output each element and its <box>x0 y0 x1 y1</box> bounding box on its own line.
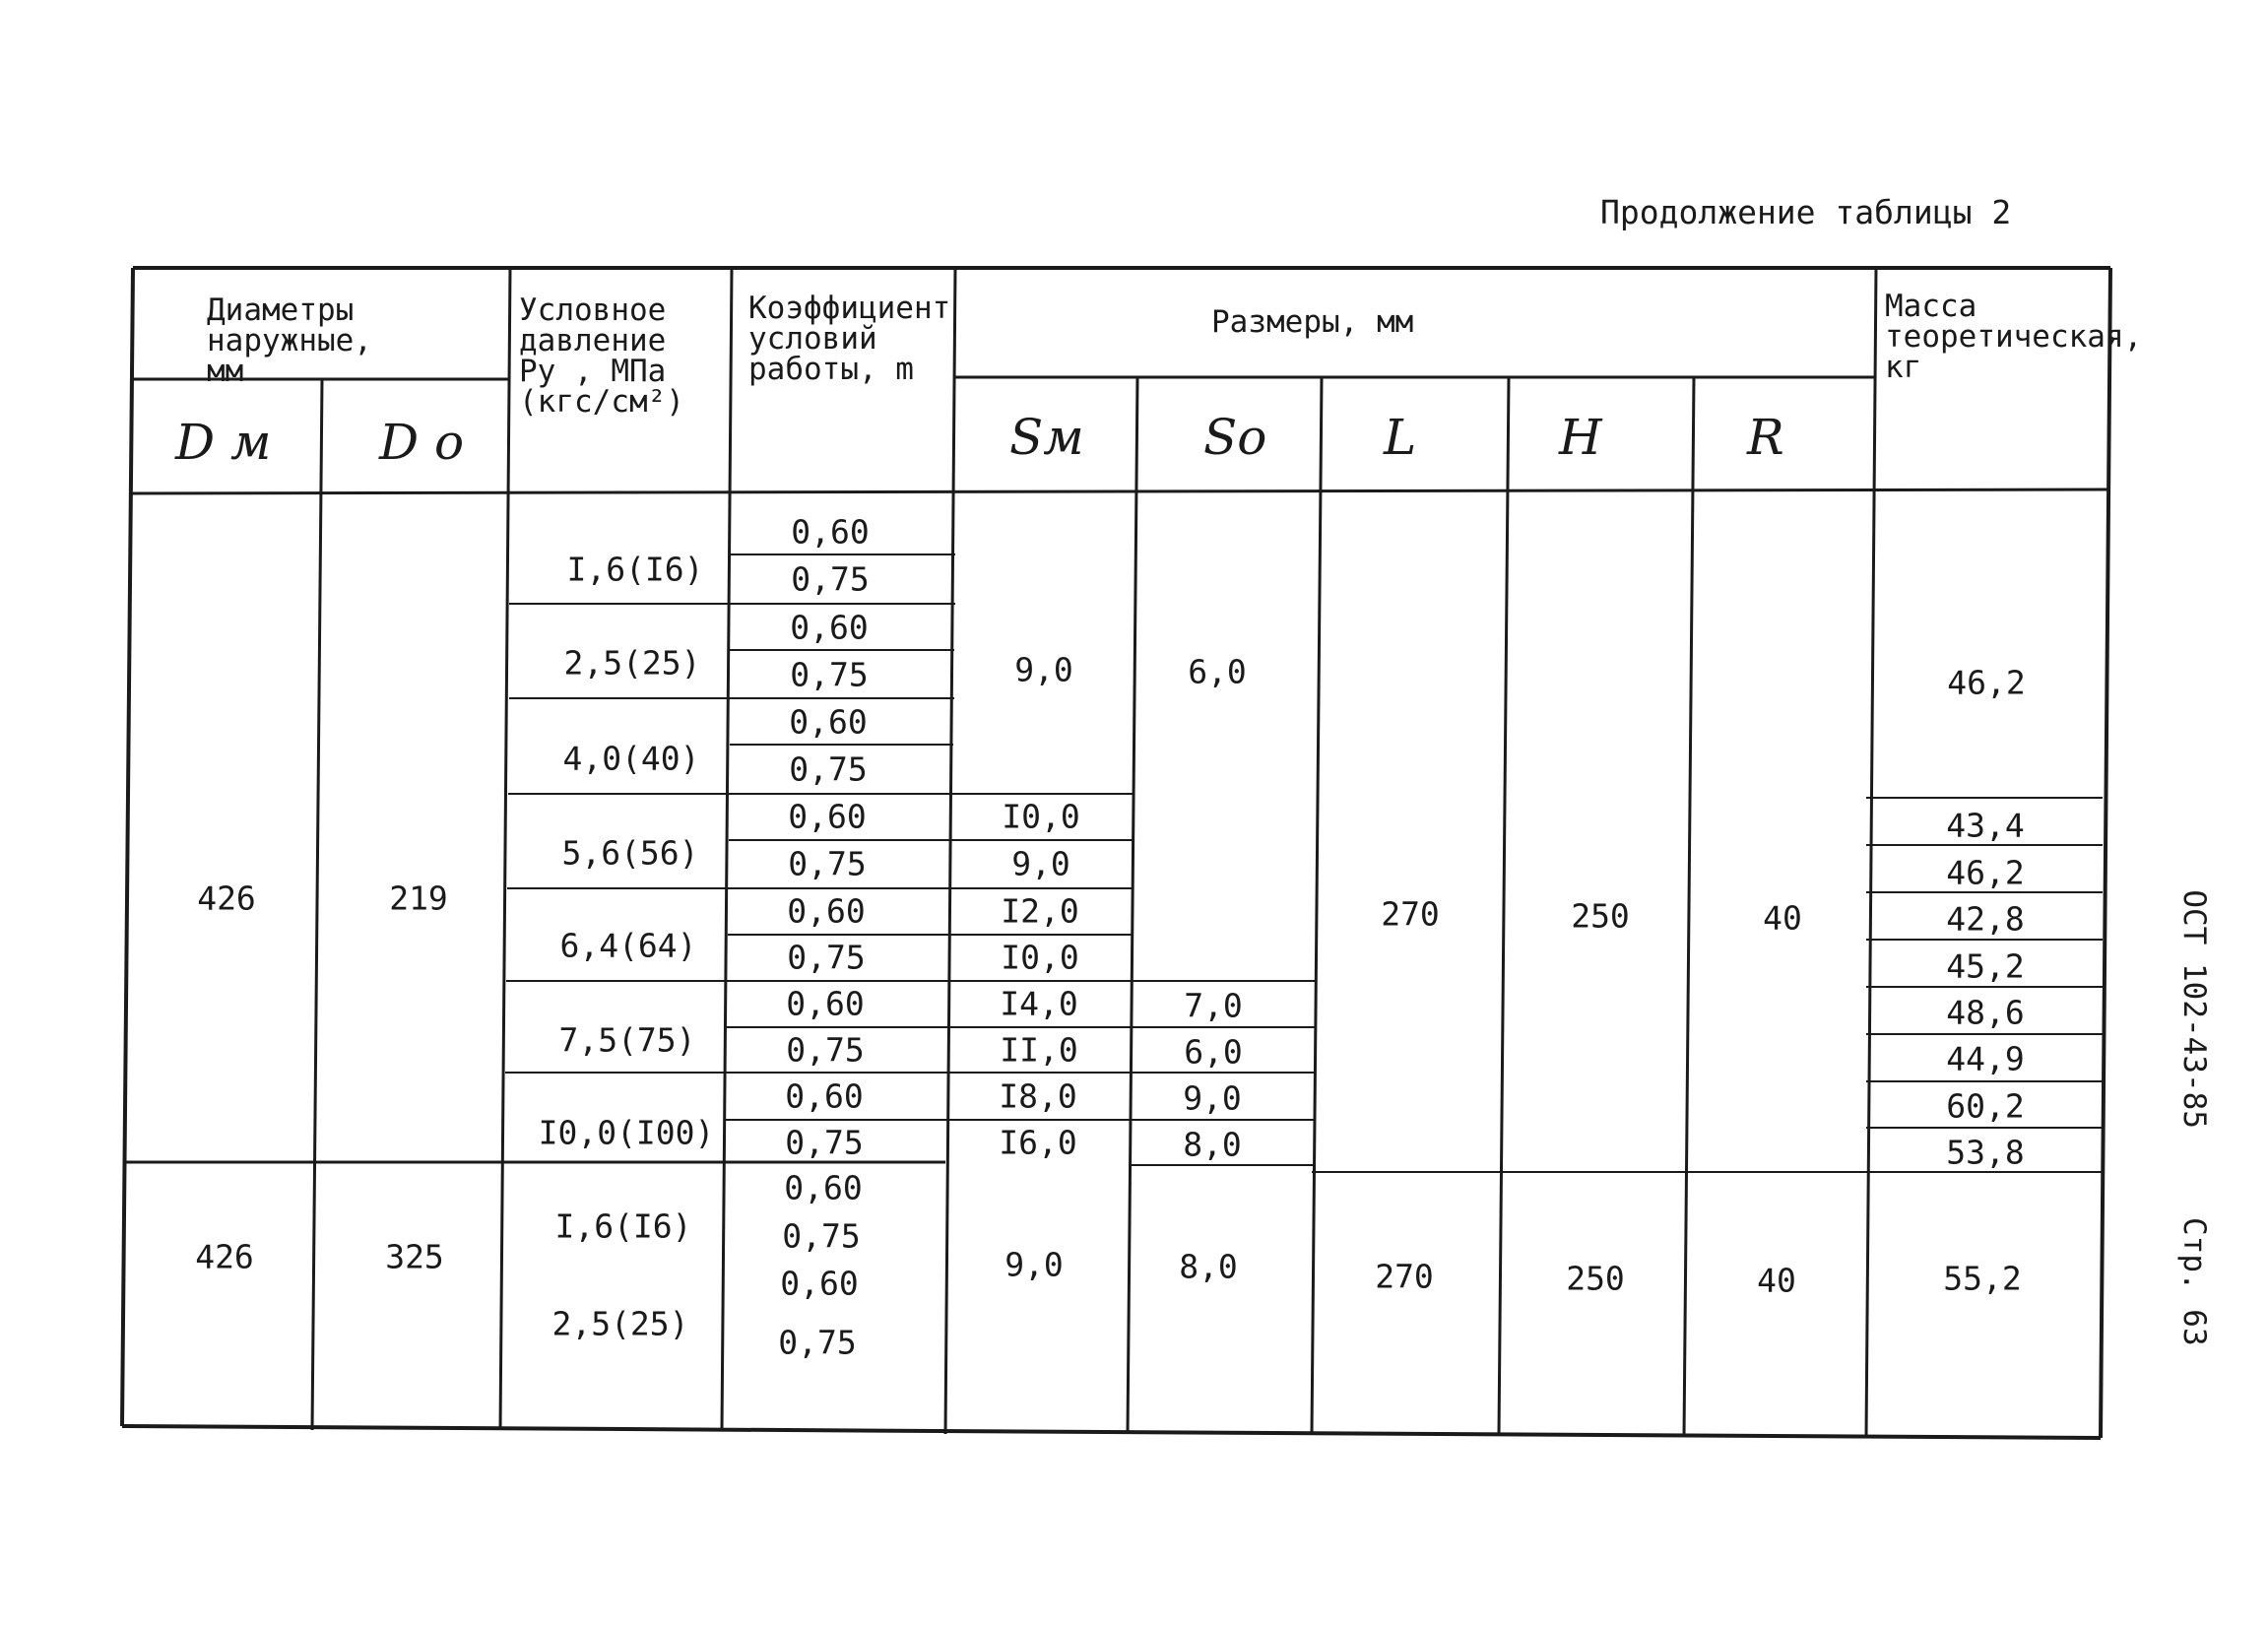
cell-do-1: 219 <box>389 879 448 918</box>
pressure-cell: 7,5(75) <box>558 1020 696 1060</box>
coefficient-cell: 0,60 <box>780 1264 859 1303</box>
cell-h-2: 250 <box>1566 1259 1625 1298</box>
mass-cell: 43,4 <box>1946 806 2025 845</box>
coefficient-cell: 0,60 <box>791 512 870 552</box>
pressure-cell: I,6(I6) <box>566 550 704 589</box>
mass-cell: 46,2 <box>1947 663 2026 702</box>
coefficient-cell: 0,75 <box>785 1123 864 1162</box>
header-l: L <box>1384 409 1417 466</box>
sm-cell: I8,0 <box>999 1076 1077 1116</box>
sm-cell: I2,0 <box>1001 891 1079 931</box>
sm-cell: 9,0 <box>1014 650 1073 689</box>
coefficient-cell: 0,75 <box>791 559 870 599</box>
sm-cell: I6,0 <box>999 1123 1077 1162</box>
coefficient-cell: 0,60 <box>790 608 869 647</box>
header-sizes: Размеры, мм <box>1211 304 1414 340</box>
header-so: So <box>1203 409 1267 466</box>
pressure-cell: 2,5(25) <box>551 1304 689 1343</box>
pressure-cell: 5,6(56) <box>561 833 699 873</box>
coefficient-cell: 0,60 <box>787 891 866 931</box>
mass-cell: 45,2 <box>1946 946 2025 986</box>
sm-cell: II,0 <box>1000 1030 1078 1070</box>
pressure-cell: I,6(I6) <box>554 1206 692 1246</box>
cell-dm-1: 426 <box>197 879 256 918</box>
coefficient-cell: 0,75 <box>788 844 867 883</box>
so-cell: 8,0 <box>1183 1125 1242 1164</box>
header-coefficient: Коэффициент условий работы, m <box>748 291 951 387</box>
sm-cell: I0,0 <box>1001 938 1079 977</box>
coefficient-cell: 0,60 <box>786 984 865 1023</box>
cell-h-1: 250 <box>1571 896 1630 936</box>
header-mass: Массa теоретическая, кг <box>1885 289 2143 385</box>
mass-cell: 55,2 <box>1943 1259 2022 1298</box>
cell-r-1: 40 <box>1763 898 1802 938</box>
header-diameters: Диаметры наружные, мм <box>207 293 372 389</box>
so-cell: 8,0 <box>1179 1247 1238 1286</box>
coefficient-cell: 0,75 <box>787 938 866 977</box>
sm-cell: I0,0 <box>1002 797 1080 836</box>
mass-cell: 53,8 <box>1946 1133 2025 1172</box>
coefficient-cell: 0,60 <box>788 797 867 836</box>
pressure-cell: 6,4(64) <box>559 926 697 965</box>
header-dm: D м <box>175 414 272 471</box>
side-label <box>2176 889 2212 1434</box>
so-cell: 6,0 <box>1188 652 1247 691</box>
sm-cell: 9,0 <box>1004 1245 1064 1284</box>
header-sm: Sм <box>1009 409 1084 466</box>
so-cell: 9,0 <box>1183 1078 1242 1118</box>
mass-cell: 44,9 <box>1946 1039 2025 1078</box>
mass-cell: 46,2 <box>1946 853 2025 892</box>
so-cell: 7,0 <box>1184 986 1243 1025</box>
mass-cell: 60,2 <box>1946 1086 2025 1126</box>
pressure-cell: 4,0(40) <box>562 739 700 778</box>
table-caption: Продолжение таблицы 2 <box>1600 193 2012 231</box>
coefficient-cell: 0,60 <box>784 1168 863 1207</box>
header-h: H <box>1559 409 1602 466</box>
coefficient-cell: 0,60 <box>785 1076 864 1116</box>
header-r: R <box>1747 409 1784 466</box>
cell-dm-2: 426 <box>195 1237 254 1276</box>
cell-do-2: 325 <box>385 1237 444 1276</box>
so-cell: 6,0 <box>1184 1032 1243 1072</box>
cell-l-2: 270 <box>1375 1257 1434 1296</box>
pressure-cell: I0,0(I00) <box>538 1113 715 1152</box>
cell-r-2: 40 <box>1757 1261 1796 1300</box>
coefficient-cell: 0,75 <box>790 655 869 694</box>
coefficient-cell: 0,60 <box>789 702 868 742</box>
header-do: D о <box>379 414 465 471</box>
pressure-cell: 2,5(25) <box>563 643 701 683</box>
mass-cell: 48,6 <box>1946 993 2025 1032</box>
sm-cell: I4,0 <box>1000 984 1078 1023</box>
coefficient-cell: 0,75 <box>786 1030 865 1070</box>
coefficient-cell: 0,75 <box>778 1323 857 1362</box>
mass-cell: 42,8 <box>1946 899 2025 939</box>
page-label: Стр. 63 <box>2176 1216 2212 1346</box>
header-pressure: Условное давление Рy , МПа (кгс/см²) <box>519 293 684 420</box>
coefficient-cell: 0,75 <box>782 1216 861 1256</box>
standard-label: ОСТ 102-43-85 <box>2176 889 2212 1129</box>
cell-l-1: 270 <box>1381 894 1440 934</box>
coefficient-cell: 0,75 <box>789 749 868 789</box>
sm-cell: 9,0 <box>1011 844 1070 883</box>
